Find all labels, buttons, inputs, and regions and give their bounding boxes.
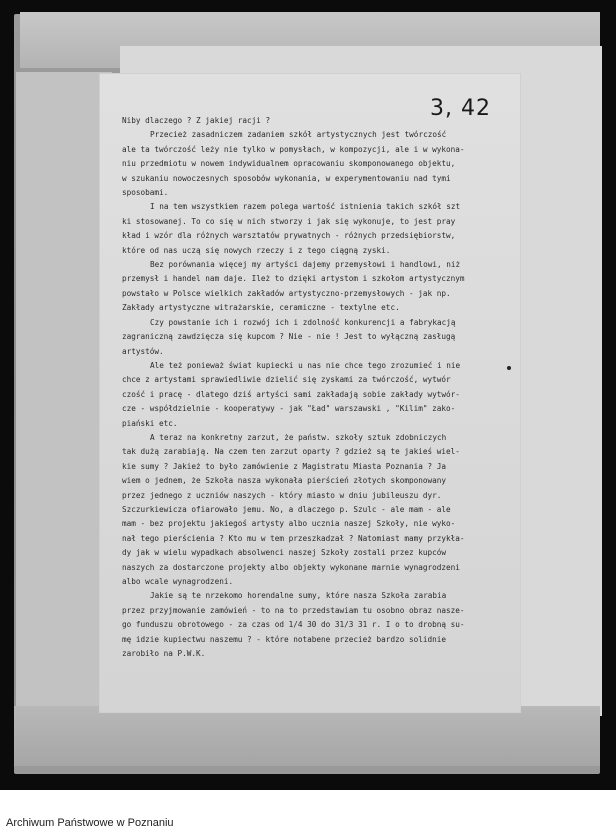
page-number: 3, 42 [430,96,491,121]
folder-bottom-edge [14,706,600,766]
text-line: Szczurkiewicza ofiarowało jemu. No, a dlaczego p. Szulc - ale mam - ale [122,504,451,514]
text-line: A teraz na konkretny zarzut, że państw. szkoły sztuk zdobniczych [150,432,447,442]
text-line: przez przyjmowanie zamówień - to na to przedstawiam tu osobno obraz nasze- [122,605,465,615]
text-line: zagraniczną zawdzięcza się kupcom ? Nie - nie ! Jest to wyłączną zasługą [122,332,456,342]
margin-dot [507,366,511,370]
text-line: Bez porównania więcej my artyści dajemy przemysłowi i handlowi, niż [150,260,461,270]
text-line: powstało w Polsce wielkich zakładów artystyczno-przemysłowych - jak np. [122,288,451,298]
text-line: Czy powstanie ich i rozwój ich i zdolność konkurencji a fabrykacją [150,317,456,327]
text-line: cze - współdzielnie - kooperatywy - jak "Ład" warszawski , "Kilim" zako- [122,404,456,414]
text-line: przemysł i handel nam daje. Ileż to dzięki artystom i szkołom artystycznym [122,274,465,284]
text-line: Niby dlaczego ? Z jakiej racji ? [122,116,271,125]
text-line: Zakłady artystyczne witrażarskie, ceramiczne - textylne etc. [122,303,400,313]
text-line: ki stosowanej. To co się w nich stworzy i jak się wykonuje, to jest pray [122,216,456,226]
text-line: w szukaniu nowoczesnych sposobów wykonania, w experymentowaniu nad tymi [122,173,451,183]
text-line: czość i pracę - dlatego dziś artyści sami zakładają sobie zakłady wytwór- [122,389,460,399]
text-line: artystów. [122,346,164,356]
text-line: mę idzie kupiectwu naszemu ? - które notabene przecież bardzo solidnie [122,634,446,644]
typed-text [122,114,504,661]
text-line: zarobiło na P.W.K. [122,649,206,659]
text-line: tak dużą zarabiają. Na czem ten zarzut oparty ? gdzież są te jakieś wiel- [122,447,460,457]
typed-page [100,74,520,712]
archive-credit: Archiwum Państwowe w Poznaniu [6,817,174,829]
text-line: Przecież zasadniczem zadaniem szkół artystycznych jest twórczość [150,130,447,140]
text-line: nał tego pierścienia ? Kto mu w tem przeszkadzał ? Natomiast mamy przykła- [122,533,465,543]
text-line: dy jak w wielu wypadkach absolwenci naszej Szkoły zostali przez kupców [122,548,446,558]
text-line: piański etc. [122,418,178,428]
text-line: sposobami. [122,188,169,198]
text-line: albo wcale wynagrodzeni. [122,577,234,586]
text-line: ale ta twórczość leży nie tylko w pomysłach, w kompozycji, ale i w wykona- [122,144,465,154]
text-line: które od nas uczą się nowych rzeczy i z tego ciągną zyski. [122,245,391,255]
text-line: przez jednego z uczniów naszych - który miasto w dniu jubileuszu dyr. [122,490,442,500]
back-sheet [16,72,112,712]
text-line: niu przedmiotu w nowem indywidualnem opracowaniu skomponowanego objektu, [122,159,456,169]
text-line: naszych za dostarczone projekty albo objekty wykonane marnie wynagrodzeni [122,562,460,572]
text-line: I na tem wszystkiem razem polega wartość istnienia takich szkół szt [150,202,461,212]
text-line: Ale też ponieważ świat kupiecki u nas nie chce tego zrozumieć i nie [150,360,461,370]
text-line: chce z artystami sprawiedliwie dzielić się zyskami za twórczość, wytwór [122,375,451,385]
text-line: kład i wzór dla różnych warsztatów prywatnych - różnych przedsiębiorstw, [122,231,456,241]
text-line: go funduszu obrotowego - za czas od 1/4 30 do 31/3 31 r. I o to drobną su- [122,620,465,630]
text-line: wiem o jednem, że Szkoła nasza wykonała pierścień złotych skomponowany [122,476,446,486]
text-line: Jakie są te nrzekomo horendalne sumy, które nasza Szkoła zarabia [150,591,447,601]
text-line: mam - bez projektu jakiegoś artysty albo ucznia naszej Szkoły, nie wyko- [122,519,456,529]
text-line: kie sumy ? Jakież to było zamówienie z Magistratu Miasta Poznania ? Ja [122,461,446,471]
